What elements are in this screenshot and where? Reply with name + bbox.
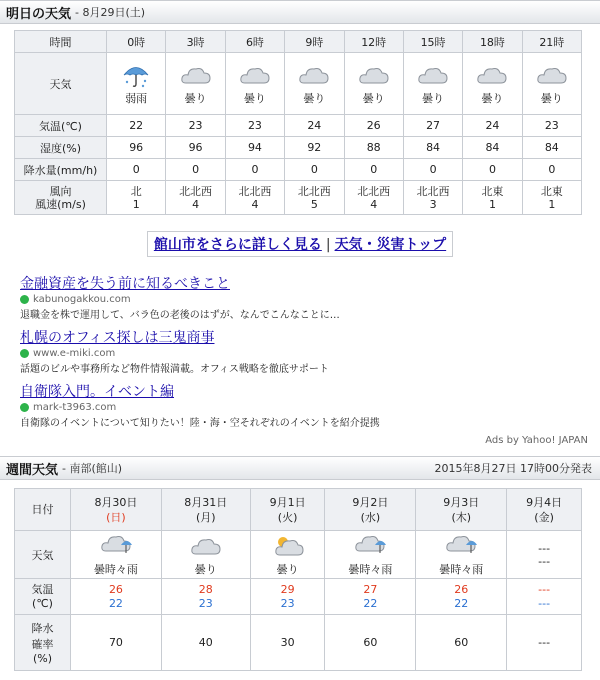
wind-dir: 北北西	[238, 184, 272, 198]
wind-speed-label: 風速(m/s)	[35, 197, 86, 211]
weekly-weather-label: 天気	[15, 531, 71, 579]
rain-chance-cell: ---	[507, 615, 582, 671]
weekly-weather-cell	[325, 531, 416, 579]
wind-cell	[403, 181, 462, 215]
low-temp: 22	[454, 596, 469, 610]
precip-row	[15, 159, 582, 181]
weekly-temp-label	[15, 579, 71, 615]
ad-title-link[interactable]: 金融資産を失う前に知るべきこと	[20, 276, 230, 292]
high-temp: 28	[198, 582, 213, 596]
weather-text: 曇時々雨	[93, 562, 138, 576]
weather-cell	[344, 53, 403, 115]
ad-url-text: kabunogakkou.com	[33, 294, 131, 305]
weather-text: ---	[538, 541, 551, 555]
weekly-header	[0, 456, 600, 480]
humidity-cell: 84	[463, 137, 522, 159]
cloud-icon	[238, 62, 272, 88]
weekly-rain-label	[15, 615, 71, 671]
precip-label: 降水量(mm/h)	[15, 159, 107, 181]
wind-speed: 4	[251, 197, 259, 211]
weekly-temp-cell	[325, 579, 416, 615]
high-temp: 29	[280, 582, 295, 596]
humidity-row	[15, 137, 582, 159]
date-text: 8月31日	[184, 495, 228, 509]
dow-text: (火)	[277, 510, 298, 524]
cloud-sun-icon	[271, 533, 305, 559]
weekly-region: - 南部(館山)	[62, 462, 123, 475]
ad-description: 退職金を株で運用して、バラ色の老後のはずが、なんでこんなことに…	[20, 310, 340, 321]
weekly-weather-cell	[507, 531, 582, 579]
temp-label: 気温(℃)	[15, 115, 107, 137]
humidity-cell: 84	[522, 137, 581, 159]
weekly-temp-cell	[416, 579, 507, 615]
wind-speed: 3	[429, 197, 437, 211]
temp-cell: 26	[344, 115, 403, 137]
humidity-cell: 96	[107, 137, 166, 159]
wind-cell	[225, 181, 284, 215]
temp-cell: 23	[166, 115, 225, 137]
precip-cell: 0	[166, 159, 225, 181]
ad-indicator-icon	[20, 349, 29, 358]
ad-url-text: mark-t3963.com	[33, 402, 117, 413]
weather-text: ---	[538, 554, 551, 568]
ad-item	[20, 327, 580, 375]
dow-text: (水)	[360, 510, 381, 524]
tomorrow-title: 明日の天気	[6, 6, 72, 22]
high-temp: ---	[538, 582, 551, 596]
ad-url	[20, 348, 580, 359]
precip-cell: 0	[107, 159, 166, 181]
rain-label-line: 降水	[31, 622, 54, 635]
wind-dir: 北北西	[297, 184, 331, 198]
weather-text: 曇り	[481, 91, 504, 105]
temp-cell: 27	[403, 115, 462, 137]
weather-cell	[107, 53, 166, 115]
humidity-cell: 94	[225, 137, 284, 159]
temp-label-line: 気温	[31, 582, 54, 596]
temp-cell: 23	[522, 115, 581, 137]
high-temp: 26	[108, 582, 123, 596]
low-temp: 23	[280, 596, 295, 610]
detail-link-box	[147, 231, 453, 257]
hour-cell: 3時	[166, 31, 225, 53]
wind-dir: 北北西	[416, 184, 450, 198]
weather-cell	[285, 53, 344, 115]
ad-indicator-icon	[20, 295, 29, 304]
dow-text: (金)	[534, 510, 554, 524]
weekly-temp-cell	[250, 579, 325, 615]
temp-cell: 23	[225, 115, 284, 137]
tomorrow-header	[0, 0, 600, 24]
weather-cell	[463, 53, 522, 115]
weekly-weather-cell	[71, 531, 162, 579]
precip-cell: 0	[522, 159, 581, 181]
weekly-temp-row	[15, 579, 582, 615]
high-temp: 27	[363, 582, 378, 596]
low-temp: 23	[198, 596, 213, 610]
wind-dir-label: 風向	[49, 184, 72, 198]
temp-label-line: (℃)	[32, 596, 53, 610]
cloud-icon	[475, 62, 509, 88]
precip-cell: 0	[285, 159, 344, 181]
link-separator: |	[325, 237, 331, 253]
date-row	[15, 489, 582, 531]
cloud-icon	[189, 533, 223, 559]
cloud-rain-icon	[99, 533, 133, 559]
weather-text: 曇り	[243, 91, 266, 105]
ad-url-text: www.e-miki.com	[33, 348, 116, 359]
low-temp: ---	[538, 596, 551, 610]
wind-dir: 北北西	[357, 184, 391, 198]
date-text: 9月3日	[443, 495, 480, 509]
detail-links	[0, 231, 600, 257]
weekly-forecast-table	[14, 488, 582, 671]
wind-cell	[166, 181, 225, 215]
humidity-cell: 96	[166, 137, 225, 159]
weather-row	[15, 53, 582, 115]
date-text: 9月2日	[352, 495, 389, 509]
tomorrow-date: - 8月29日(土)	[75, 6, 146, 19]
date-text: 9月1日	[269, 495, 306, 509]
date-cell	[507, 489, 582, 531]
hour-row	[15, 31, 582, 53]
cloud-icon	[179, 62, 213, 88]
wind-speed: 4	[370, 197, 378, 211]
humidity-cell: 84	[403, 137, 462, 159]
wind-dir: 北東	[540, 184, 563, 198]
rain-label-line: (%)	[32, 652, 53, 665]
wind-row	[15, 181, 582, 215]
date-cell	[325, 489, 416, 531]
precip-cell: 0	[463, 159, 522, 181]
ad-title-link[interactable]: 札幌のオフィス探しは三鬼商事	[20, 330, 215, 346]
cloud-rain-icon	[444, 533, 478, 559]
disaster-top-link[interactable]: 天気・災害トップ	[334, 237, 447, 253]
humidity-cell: 92	[285, 137, 344, 159]
hour-cell: 12時	[344, 31, 403, 53]
wind-cell	[285, 181, 344, 215]
humidity-label: 湿度(%)	[15, 137, 107, 159]
weekly-rain-row	[15, 615, 582, 671]
hour-cell: 21時	[522, 31, 581, 53]
date-cell	[416, 489, 507, 531]
wind-dir: 北北西	[179, 184, 213, 198]
precip-cell: 0	[344, 159, 403, 181]
low-temp: 22	[108, 596, 123, 610]
rain-chance-cell: 70	[71, 615, 162, 671]
ad-title-link[interactable]: 自衛隊入門。イベント編	[20, 384, 174, 400]
weekly-weather-cell	[416, 531, 507, 579]
ad-url	[20, 402, 580, 413]
ads-section	[0, 273, 600, 429]
hour-cell: 18時	[463, 31, 522, 53]
dow-text: (月)	[196, 510, 216, 524]
weather-text: 曇り	[540, 91, 563, 105]
wind-cell	[522, 181, 581, 215]
weather-text: 曇時々雨	[439, 562, 484, 576]
weather-label: 天気	[15, 53, 107, 115]
cloud-icon	[297, 62, 331, 88]
wind-dir: 北	[130, 184, 142, 198]
wind-speed: 1	[548, 197, 556, 211]
hour-cell: 6時	[225, 31, 284, 53]
ad-item	[20, 273, 580, 321]
weekly-issued: 2015年8月27日 17時00分発表	[434, 462, 592, 475]
rain-chance-cell: 60	[325, 615, 416, 671]
ad-url	[20, 294, 580, 305]
rain-label-line: 確率	[31, 638, 54, 651]
wind-speed: 1	[132, 197, 140, 211]
temp-row	[15, 115, 582, 137]
ad-item	[20, 381, 580, 429]
low-temp: 22	[363, 596, 378, 610]
date-cell	[71, 489, 162, 531]
temp-cell: 24	[463, 115, 522, 137]
cloud-icon	[357, 62, 391, 88]
wind-cell	[344, 181, 403, 215]
umbrella-icon	[119, 62, 153, 88]
ad-description: 話題のビルや事務所など物件情報満載。オフィス戦略を徹底サポート	[20, 364, 329, 375]
weather-text: 曇り	[184, 91, 207, 105]
wind-label	[15, 181, 107, 215]
rain-chance-cell: 60	[416, 615, 507, 671]
ad-indicator-icon	[20, 403, 29, 412]
weekly-title: 週間天気	[6, 462, 59, 478]
weather-cell	[225, 53, 284, 115]
hourly-forecast-table	[14, 30, 582, 215]
ads-credit[interactable]: Ads by Yahoo! JAPAN	[485, 435, 588, 446]
weather-text: 曇り	[422, 91, 445, 105]
dow-text: (日)	[106, 510, 126, 524]
weekly-temp-cell	[71, 579, 162, 615]
wind-cell	[463, 181, 522, 215]
weather-text: 曇り	[362, 91, 385, 105]
weather-text: 曇り	[276, 562, 299, 576]
time-label: 時間	[15, 31, 107, 53]
date-text: 8月30日	[94, 495, 138, 509]
weather-text: 曇り	[194, 562, 217, 576]
wind-dir: 北東	[481, 184, 504, 198]
wind-speed: 4	[192, 197, 200, 211]
wind-cell	[107, 181, 166, 215]
date-label: 日付	[15, 489, 71, 531]
weather-text: 弱雨	[125, 91, 148, 105]
precip-cell: 0	[403, 159, 462, 181]
temp-cell: 22	[107, 115, 166, 137]
weekly-weather-cell	[250, 531, 325, 579]
city-detail-link[interactable]: 館山市をさらに詳しく見る	[153, 237, 322, 253]
ad-description: 自衛隊のイベントについて知りたい！陸・海・空それぞれのイベントを紹介提携	[20, 418, 380, 429]
precip-cell: 0	[225, 159, 284, 181]
humidity-cell: 88	[344, 137, 403, 159]
hour-cell: 0時	[107, 31, 166, 53]
rain-chance-cell: 40	[161, 615, 250, 671]
weather-text: 曇り	[303, 91, 326, 105]
weather-cell	[403, 53, 462, 115]
cloud-rain-icon	[353, 533, 387, 559]
high-temp: 26	[454, 582, 469, 596]
dow-text: (木)	[451, 510, 472, 524]
date-cell	[250, 489, 325, 531]
weather-text: 曇時々雨	[348, 562, 393, 576]
weekly-temp-cell	[507, 579, 582, 615]
cloud-icon	[416, 62, 450, 88]
weekly-weather-cell	[161, 531, 250, 579]
wind-speed: 5	[310, 197, 318, 211]
hour-cell: 9時	[285, 31, 344, 53]
temp-cell: 24	[285, 115, 344, 137]
rain-chance-cell: 30	[250, 615, 325, 671]
weather-cell	[522, 53, 581, 115]
cloud-icon	[535, 62, 569, 88]
weekly-weather-row	[15, 531, 582, 579]
weather-cell	[166, 53, 225, 115]
wind-speed: 1	[488, 197, 496, 211]
hour-cell: 15時	[403, 31, 462, 53]
weekly-temp-cell	[161, 579, 250, 615]
date-cell	[161, 489, 250, 531]
date-text: 9月4日	[526, 495, 563, 509]
